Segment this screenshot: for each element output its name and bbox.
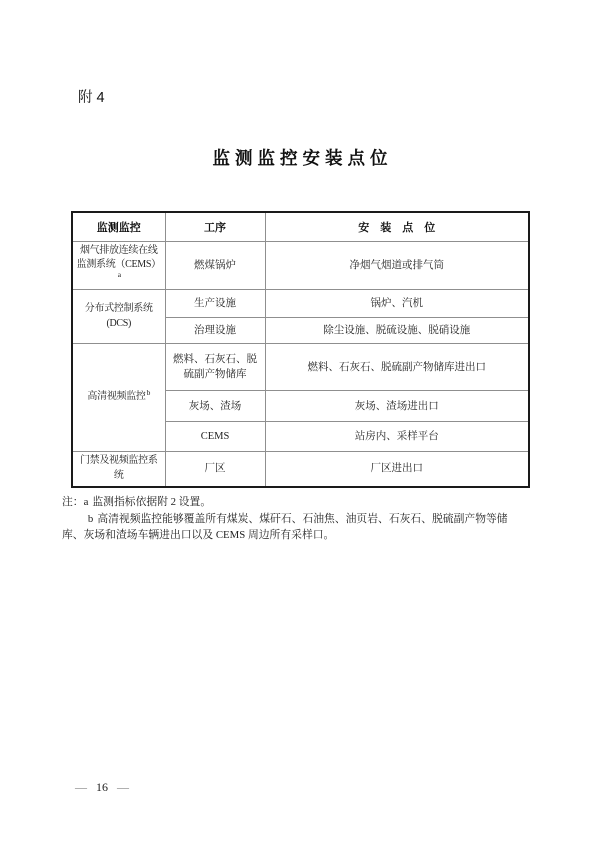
- page-number: [75, 780, 129, 795]
- note-a-ref: a: [83, 496, 89, 508]
- table-row: [72, 452, 529, 487]
- page-title: 监测监控安装点位: [212, 148, 393, 168]
- cell-location: 净烟气烟道或排气筒: [265, 241, 529, 290]
- table-header-row: [72, 212, 529, 241]
- note-ref-superscript: a: [117, 270, 121, 280]
- col-header-process: 工序: [165, 212, 265, 241]
- system-name: 烟气排放连续在线监测系统（CEMS）: [76, 244, 161, 270]
- page-number-value: 16: [96, 780, 108, 794]
- cell-system-dcs: 分布式控制系统(DCS): [72, 290, 165, 344]
- note-b-text: 高清视频监控能够覆盖所有煤炭、煤矸石、石油焦、油页岩、石灰石、脱硫副产物等储库、灰场和渣场车辆进出口以及 CEMS 周边所有采样口。: [62, 512, 508, 541]
- table-notes: [62, 494, 517, 544]
- notes-prefix: 注：: [62, 496, 84, 508]
- col-header-system: 监测监控: [72, 212, 165, 241]
- cell-process: 生产设施: [165, 290, 265, 318]
- cell-system-access: 门禁及视频监控系统: [72, 452, 165, 487]
- cell-system-cems: [72, 241, 165, 290]
- cell-process: 燃煤锅炉: [165, 241, 265, 290]
- cell-location: 厂区进出口: [265, 452, 529, 487]
- note-b-ref: b: [87, 512, 94, 525]
- cell-location: 除尘设施、脱硫设施、脱硝设施: [265, 318, 529, 344]
- cell-process: 燃料、石灰石、脱硫副产物储库: [165, 344, 265, 391]
- cell-process: CEMS: [165, 422, 265, 452]
- appendix-label: 附 4: [78, 90, 105, 106]
- note-a: [62, 494, 517, 511]
- cell-location: 站房内、采样平台: [265, 422, 529, 452]
- cell-process: 厂区: [165, 452, 265, 487]
- table-row: [72, 290, 529, 318]
- monitoring-points-table: [71, 211, 530, 488]
- cell-process: 灰场、渣场: [165, 391, 265, 422]
- system-name: 高清视频监控: [87, 391, 146, 403]
- note-ref-superscript: b: [146, 387, 151, 397]
- col-header-location: 安 装 点 位: [265, 212, 529, 241]
- note-b: [62, 511, 517, 544]
- cell-system-video: [72, 344, 165, 452]
- cell-location: 灰场、渣场进出口: [265, 391, 529, 422]
- cell-location: 锅炉、汽机: [265, 290, 529, 318]
- table-row: [72, 241, 529, 290]
- page-number-right-dash: —: [117, 780, 129, 794]
- cell-location: 燃料、石灰石、脱硫副产物储库进出口: [265, 344, 529, 391]
- page-number-left-dash: —: [75, 780, 87, 794]
- table-row: [72, 344, 529, 391]
- cell-process: 治理设施: [165, 318, 265, 344]
- note-a-text: 监测指标依据附 2 设置。: [92, 496, 212, 508]
